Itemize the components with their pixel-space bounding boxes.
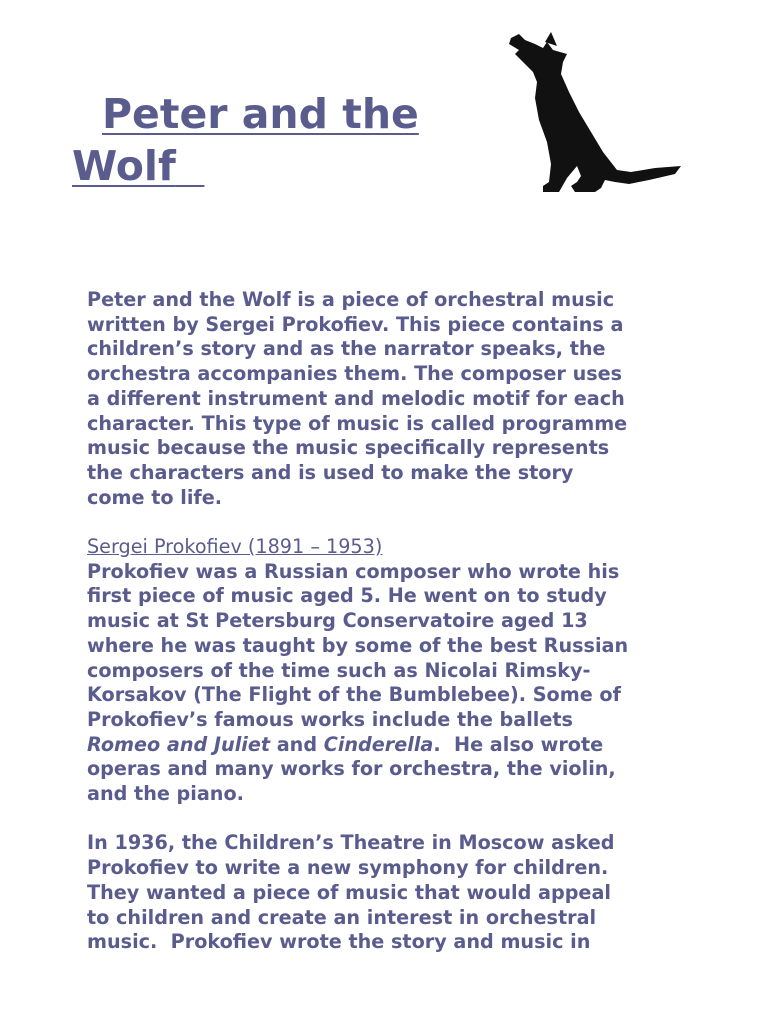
- commission-line: They wanted a piece of music that would appeal: [87, 880, 611, 904]
- intro-line: the characters and is used to make the story: [87, 460, 574, 484]
- intro-line: come to life.: [87, 485, 223, 509]
- work-title-romeo-and-juliet: Romeo and Juliet: [87, 732, 271, 756]
- bio-line: and the piano.: [87, 782, 244, 806]
- intro-paragraph: [87, 288, 707, 510]
- section-heading-prokofiev: Sergei Prokofiev (1891 – 1953): [87, 535, 383, 559]
- bio-line: first piece of music aged 5. He went on to study: [87, 584, 607, 608]
- title-line-2: Wolf: [72, 142, 176, 190]
- bio-line: Prokofiev’s famous works include the ballets: [87, 707, 573, 731]
- bio-line: where he was taught by some of the best Russian: [87, 633, 629, 657]
- bio-line: Prokofiev was a Russian composer who wrote his: [87, 559, 620, 583]
- paragraph-gap: [87, 510, 707, 535]
- commission-line: music. Prokofiev wrote the story and music in: [87, 930, 591, 954]
- bio-line: operas and many works for orchestra, the violin,: [87, 757, 616, 781]
- bio-line: Korsakov (The Flight of the Bumblebee). Some of: [87, 683, 621, 707]
- bio-line: composers of the time such as Nicolai Rimsky-: [87, 658, 591, 682]
- bio-paragraph: [87, 535, 707, 807]
- bio-line: music at St Petersburg Conservatoire aged 13: [87, 609, 588, 633]
- paragraph-gap: [87, 807, 707, 832]
- intro-line: orchestra accompanies them. The composer uses: [87, 362, 623, 386]
- intro-line: Peter and the Wolf is a piece of orchestral music: [87, 288, 615, 311]
- work-title-cinderella: Cinderella: [323, 732, 434, 756]
- article-body: [87, 288, 707, 955]
- commission-line: to children and create an interest in orchestral: [87, 905, 597, 929]
- intro-line: character. This type of music is called programme: [87, 411, 628, 435]
- commission-line: Prokofiev to write a new symphony for children.: [87, 856, 609, 880]
- page-title: [72, 88, 452, 192]
- intro-line: written by Sergei Prokofiev. This piece contains a: [87, 312, 624, 336]
- commission-line: In 1936, the Children’s Theatre in Moscow asked: [87, 831, 615, 855]
- intro-line: music because the music specifically represents: [87, 436, 610, 460]
- intro-line: children’s story and as the narrator speaks, the: [87, 337, 606, 361]
- bio-line-tail: . He also wrote: [433, 732, 604, 756]
- title-line-1: Peter and the: [102, 90, 419, 138]
- commission-paragraph: [87, 831, 707, 955]
- howling-wolf-icon: [505, 32, 685, 194]
- intro-line: a different instrument and melodic motif for each: [87, 386, 625, 410]
- bio-conjunction: and: [270, 732, 324, 756]
